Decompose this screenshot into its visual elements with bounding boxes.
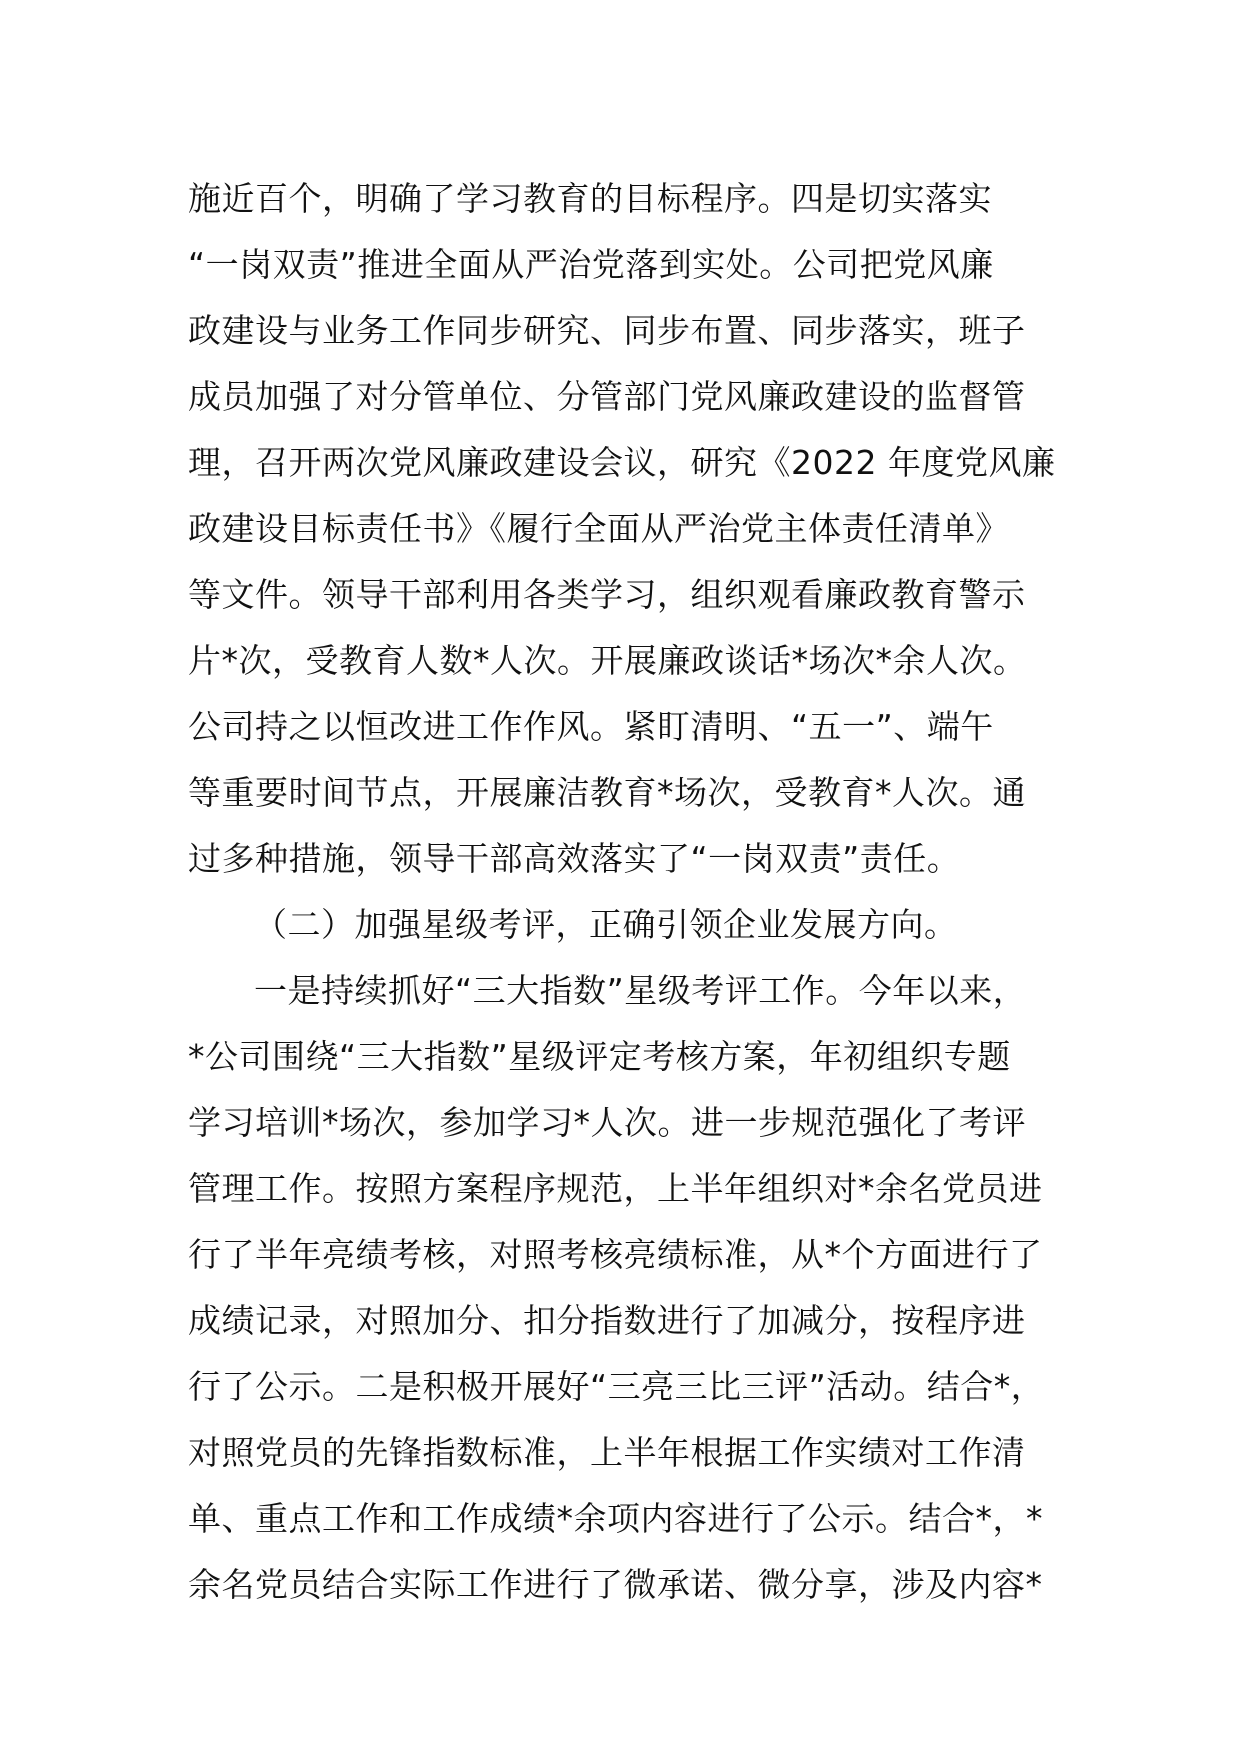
text-line: 学习培训*场次，参加学习*人次。进一步规范强化了考评 (188, 1103, 1026, 1142)
text-line: 政建设与业务工作同步研究、同步布置、同步落实，班子 (188, 311, 1026, 350)
text-line: 等重要时间节点，开展廉洁教育*场次，受教育*人次。通 (188, 773, 1026, 812)
text-line: *公司围绕“三大指数”星级评定考核方案，年初组织专题 (188, 1037, 1011, 1076)
text-line: 余名党员结合实际工作进行了微承诺、微分享，涉及内容* (188, 1565, 1043, 1604)
text-line: 片*次，受教育人数*人次。开展廉政谈话*场次*余人次。 (188, 641, 1027, 680)
text-line: 政建设目标责任书》《履行全面从严治党主体责任清单》 (188, 509, 1009, 548)
paragraph-start-line: 一是持续抓好“三大指数”星级考评工作。今年以来， (254, 971, 1027, 1010)
text-line: 过多种措施，领导干部高效落实了“一岗双责”责任。 (188, 839, 961, 878)
document-body (188, 166, 1088, 1618)
text-line: 等文件。领导干部利用各类学习，组织观看廉政教育警示 (188, 575, 1026, 614)
text-line: 成员加强了对分管单位、分管部门党风廉政建设的监督管 (188, 377, 1026, 416)
text-line: “一岗双责”推进全面从严治党落到实处。公司把党风廉 (188, 245, 994, 284)
text-line: 公司持之以恒改进工作作风。紧盯清明、“五一”、端午 (188, 707, 994, 746)
text-line: 理，召开两次党风廉政建设会议，研究《2022 年度党风廉 (188, 443, 1056, 482)
text-line: 行了半年亮绩考核，对照考核亮绩标准，从*个方面进行了 (188, 1235, 1043, 1274)
text-line: 单、重点工作和工作成绩*余项内容进行了公示。结合*，* (188, 1499, 1043, 1538)
text-line: 施近百个，明确了学习教育的目标程序。四是切实落实 (188, 179, 992, 218)
text-line: 管理工作。按照方案程序规范，上半年组织对*余名党员进 (188, 1169, 1043, 1208)
text-line: 对照党员的先锋指数标准，上半年根据工作实绩对工作清 (188, 1433, 1026, 1472)
text-line: 行了公示。二是积极开展好“三亮三比三评”活动。结合*， (188, 1367, 1045, 1406)
text-line: 成绩记录，对照加分、扣分指数进行了加减分，按程序进 (188, 1301, 1026, 1340)
section-heading: （二）加强星级考评，正确引领企业发展方向。 (254, 905, 958, 944)
